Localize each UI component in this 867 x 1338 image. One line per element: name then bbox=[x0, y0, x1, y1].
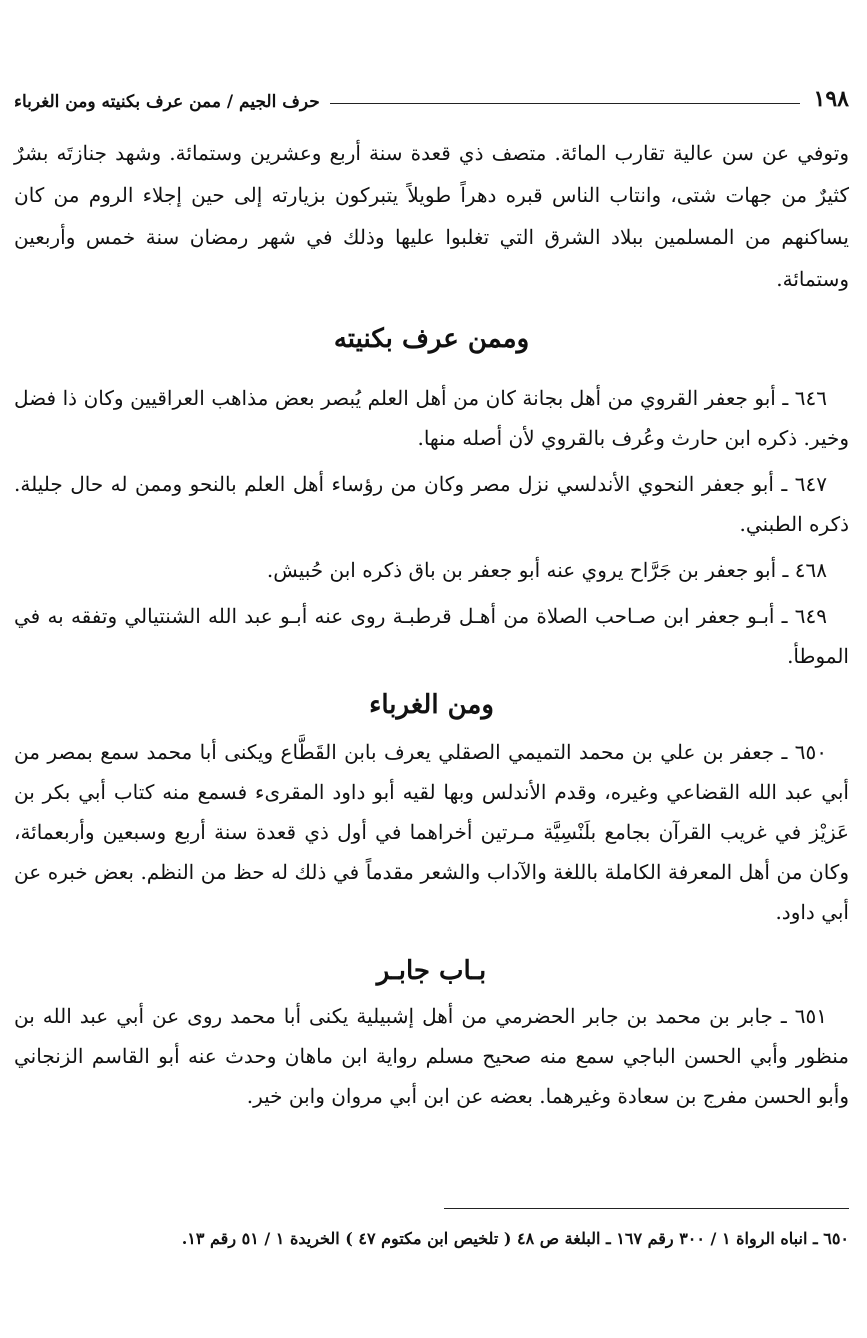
footnote-rule bbox=[444, 1208, 849, 1209]
section-heading-jabir: بـاب جابـر bbox=[376, 956, 487, 986]
section-heading-strangers: ومن الغرباء bbox=[369, 690, 494, 720]
entry-468: ٤٦٨ ـ أبو جعفر بن جَرَّاح يروي عنه أبو جعفر بن باق ذكره ابن حُبيش. bbox=[266, 558, 827, 582]
footnote: ٦٥٠ ـ انباه الرواة ١ / ٣٠٠ رقم ١٦٧ ـ البلغة ص ٤٨ ( تلخيص ابن مكتوم ٤٧ ) الخريدة ١ / ٥١ رقم ١٣. bbox=[181, 1229, 849, 1248]
entry-650: ٦٥٠ ـ جعفر بن علي بن محمد التميمي الصقلي يعرف بابن القَطَّاع ويكنى أبا محمد سمع بمصر من أبي عبد الله القضاعي وغيره، وقدم الأندلس وبها لقيه أبو داود المقرىء فسمع منه كتاب أبي بكر بن عَزيْز في غريب القرآن بجامع بلَنْسِيَّة مـرتين أخراهما في أول ذي قعدة سنة أربع وسبعين وأربعمائة، وكان من أهل المعرفة الكاملة باللغة والآداب والشعر مقدماً في ذلك له حظ من النظم. بعض خبره عن أبي داود. bbox=[14, 740, 849, 924]
entry-651: ٦٥١ ـ جابر بن محمد بن جابر الحضرمي من أهل إشبيلية يكنى أبا محمد روى عن أبي عبد الله بن منظور وأبي الحسن الباجي سمع منه صحيح مسلم رواية ابن ماهان وحدث عنه أبو القاسم الزنجاني وأبو الحسن مفرج بن سعادة وغيرهما. بعضه عن ابن أبي مروان وابن خير. bbox=[14, 1004, 849, 1108]
page-header bbox=[14, 78, 849, 112]
header-rule bbox=[330, 103, 800, 104]
body-text bbox=[14, 132, 849, 1122]
section-heading-kunya: وممن عرف بكنيته bbox=[333, 324, 530, 354]
entry-646: ٦٤٦ ـ أبو جعفر القروي من أهل بجانة كان من أهل العلم يُبصر بعض مذاهب العراقيين وكان ذا فضل وخير. ذكره ابن حارث وعُرف بالقروي لأن أصله منها. bbox=[14, 386, 849, 450]
entry-647: ٦٤٧ ـ أبو جعفر النحوي الأندلسي نزل مصر وكان من رؤساء أهل العلم بالنحو وممن له حال جليلة. ذكره الطبني. bbox=[14, 472, 849, 536]
running-title: حرف الجيم / ممن عرف بكنيته ومن الغرباء bbox=[14, 92, 320, 112]
intro-paragraph: وتوفي عن سن عالية تقارب المائة. متصف ذي قعدة سنة أربع وعشرين وستمائة. وشهد جنازتَه بشرٌ كثيرٌ من جهات شتى، وانتاب الناس قبره دهراً طويلاً يتبركون بزيارته إلى حين إجلاء الروم من كان يساكنهم من المسلمين ببلاد الشرق التي تغلبوا عليها وذلك في شهر رمضان سنة خمس وأربعين وستمائة. bbox=[14, 141, 849, 291]
page-number: ١٩٨ bbox=[813, 86, 849, 112]
entry-649: ٦٤٩ ـ أبـو جعفر ابن صـاحب الصلاة من أهـل قرطبـة روى عنه أبـو عبد الله الشنتيالي وتفقه به في الموطأ. bbox=[14, 604, 849, 668]
